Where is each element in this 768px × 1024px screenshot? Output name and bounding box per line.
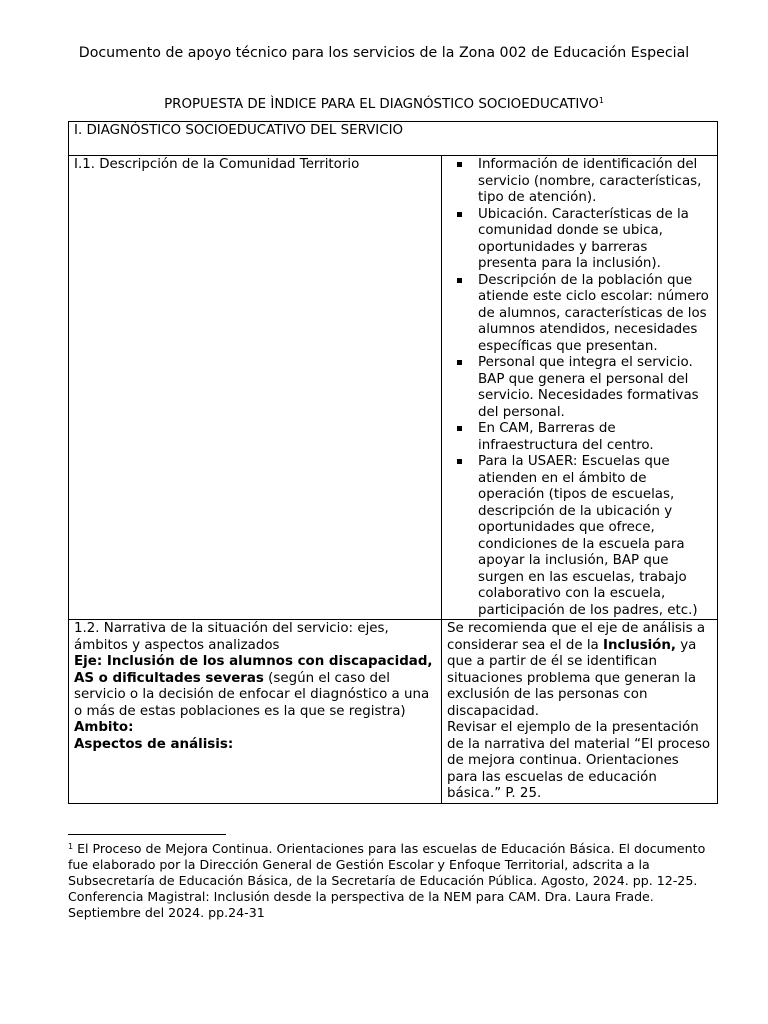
list-item: En CAM, Barreras de infraestructura del centro. xyxy=(447,421,712,454)
list-item: Para la USAER: Escuelas que atienden en el ámbito de operación (tipos de escuelas, descripción de la ubicación y oportunidades que ofrece, condiciones de la escuela para apoyar la inclusión, BAP que surgen en las escuelas, trabajo colaborativo con la escuela, participación de los padres, etc.) xyxy=(447,454,712,619)
eje-label: Eje: Inclusión de los alumnos con discapacidad, AS o dificultades severas xyxy=(74,654,433,686)
list-item: Ubicación. Características de la comunidad donde se ubica, oportunidades y barreras presenta para la inclusión). xyxy=(447,207,712,273)
footnote-1 xyxy=(68,839,708,889)
aspectos-label: Aspectos de análisis: xyxy=(74,736,234,752)
recommendation-paragraph xyxy=(447,621,712,720)
row1-right-cell xyxy=(442,156,718,620)
page-title-text: PROPUESTA DE ÌNDICE PARA EL DIAGNÓSTICO SOCIOEDUCATIVO xyxy=(164,97,599,112)
recommendation-text-1: Se recomienda que el eje de análisis a considerar sea el de la xyxy=(447,621,706,653)
reference-paragraph: Revisar el ejemplo de la presentación de la narrativa del material “El proceso de mejora continua. Orientaciones para las escuelas de educación básica.” P. 25. xyxy=(447,720,711,801)
footnote-separator xyxy=(68,834,226,835)
ambito-label: Ambito: xyxy=(74,720,134,735)
section-header-row xyxy=(69,122,718,156)
footnote-mark: 1 xyxy=(68,842,74,851)
diagnostic-index-table xyxy=(68,121,718,804)
row1-left-cell: I.1. Descripción de la Comunidad Territorio xyxy=(69,156,442,620)
page-title xyxy=(0,92,768,114)
footnote-1-text: El Proceso de Mejora Continua. Orientaciones para las escuelas de Educación Básica. El documento fue elaborado por la Dirección General de Gestión Escolar y Enfoque Territorial, adscrita a la Subsecretaría de Educación Básica, de la Secretaría de Educación Pública. Agosto, 2024. pp. 12-25. xyxy=(68,841,706,888)
list-item: Descripción de la población que atiende este ciclo escolar: número de alumnos, características de los alumnos atendidos, necesidades específicas que presentan. xyxy=(447,273,712,356)
table-row-description xyxy=(69,156,718,620)
bullet-list xyxy=(447,157,712,619)
section-header-cell: I. DIAGNÓSTICO SOCIOEDUCATIVO DEL SERVICIO xyxy=(69,122,718,156)
document-header: Documento de apoyo técnico para los servicios de la Zona 002 de Educación Especial xyxy=(78,45,690,61)
footnotes xyxy=(68,839,708,921)
row2-left-cell xyxy=(69,620,442,804)
footnote-2: Conferencia Magistral: Inclusión desde la perspectiva de la NEM para CAM. Dra. Laura Frade. Septiembre del 2024. pp.24-31 xyxy=(68,889,654,920)
eje-detail: (según el caso del servicio o la decisión de enfocar el diagnóstico a una o más de estas poblaciones es la que se registra) xyxy=(74,670,430,719)
table-row-narrative xyxy=(69,620,718,804)
inclusion-emphasis: Inclusión, xyxy=(603,637,676,653)
eje-paragraph xyxy=(74,654,436,720)
footnote-reference[interactable]: 1 xyxy=(598,96,604,105)
list-item: Información de identificación del servicio (nombre, características, tipo de atención). xyxy=(447,157,712,207)
list-item: Personal que integra el servicio. BAP que genera el personal del servicio. Necesidades formativas del personal. xyxy=(447,355,712,421)
row2-right-cell xyxy=(442,620,718,804)
narrative-heading: 1.2. Narrativa de la situación del servicio: ejes, ámbitos y aspectos analizados xyxy=(74,621,389,653)
recommendation-text-2: ya que a partir de él se identifican situaciones problema que generan la exclusión de las personas con discapacidad. xyxy=(447,637,697,719)
